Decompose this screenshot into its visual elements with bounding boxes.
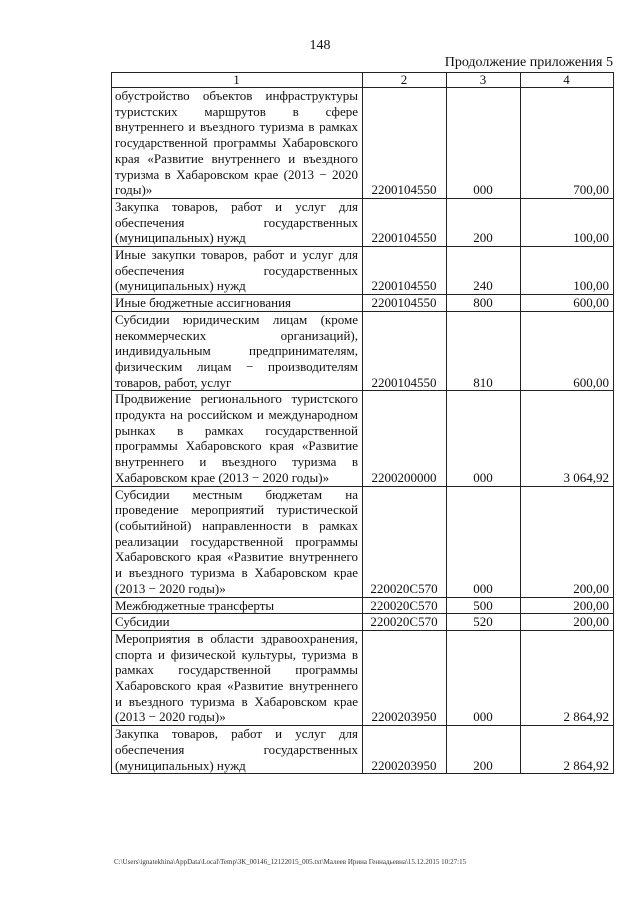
table-row <box>112 726 614 774</box>
row-name: Иные закупки товаров, работ и услуг для обеспечения государственных (муниципальных) нужд <box>112 247 363 295</box>
row-type: 520 <box>447 614 521 631</box>
row-code: 2200104550 <box>363 247 447 295</box>
row-amount: 3 064,92 <box>521 391 614 486</box>
page-number: 148 <box>309 38 331 53</box>
header-row <box>112 73 614 88</box>
row-type: 200 <box>447 726 521 774</box>
table-row <box>112 247 614 295</box>
row-amount: 200,00 <box>521 486 614 597</box>
header-cell: 3 <box>447 73 521 88</box>
row-code: 2200104550 <box>363 311 447 391</box>
row-amount: 600,00 <box>521 295 614 312</box>
row-type: 000 <box>447 630 521 725</box>
row-type: 200 <box>447 198 521 246</box>
row-amount: 700,00 <box>521 88 614 199</box>
row-name: Мероприятия в области здравоохранения, спорта и физической культуры, туризма в рамках государственной программы Хабаровского края «Развитие внутреннего и въездного туризма в Хабаровском крае (2013 − 2020 годы)» <box>112 630 363 725</box>
budget-table <box>111 72 614 774</box>
footer-file-path: C:\Users\ignatekhina\AppData\Local\Temp\ЗК_00146_12122015_005.txt\Малеев Ирина Геннадьевна\15.12.2015 10:27:15 <box>114 858 467 866</box>
header-cell: 4 <box>521 73 614 88</box>
header-cell: 1 <box>112 73 363 88</box>
table-row <box>112 88 614 199</box>
row-type: 000 <box>447 88 521 199</box>
row-code: 2200104550 <box>363 295 447 312</box>
row-code: 220020С570 <box>363 597 447 614</box>
table-row <box>112 198 614 246</box>
row-type: 800 <box>447 295 521 312</box>
row-type: 500 <box>447 597 521 614</box>
table-row <box>112 295 614 312</box>
row-name: Закупка товаров, работ и услуг для обеспечения государственных (муниципальных) нужд <box>112 726 363 774</box>
row-type: 000 <box>447 486 521 597</box>
row-name: Субсидии местным бюджетам на проведение мероприятий туристической (событийной) направленности в рамках реализации государственной программы Хабаровского края «Развитие внутреннего и въездного туризма в Хабаровском крае (2013 − 2020 годы)» <box>112 486 363 597</box>
row-type: 810 <box>447 311 521 391</box>
row-code: 2200203950 <box>363 630 447 725</box>
table-row <box>112 311 614 391</box>
row-name: Закупка товаров, работ и услуг для обеспечения государственных (муниципальных) нужд <box>112 198 363 246</box>
row-name: Субсидии <box>112 614 363 631</box>
row-code: 2200203950 <box>363 726 447 774</box>
row-type: 240 <box>447 247 521 295</box>
continuation-label: Продолжение приложения 5 <box>444 55 613 70</box>
row-amount: 200,00 <box>521 597 614 614</box>
table-row <box>112 597 614 614</box>
row-name: Межбюджетные трансферты <box>112 597 363 614</box>
table-row <box>112 614 614 631</box>
row-code: 220020С570 <box>363 486 447 597</box>
row-name: обустройство объектов инфраструктуры туристских маршрутов в сфере внутреннего и въездного туризма в рамках государственной программы Хабаровского края «Развитие внутреннего и въездного туризма в Хабаровском крае (2013 − 2020 годы)» <box>112 88 363 199</box>
row-amount: 200,00 <box>521 614 614 631</box>
row-amount: 100,00 <box>521 247 614 295</box>
table-row <box>112 630 614 725</box>
header-cell: 2 <box>363 73 447 88</box>
row-name: Продвижение регионального туристского продукта на российском и международном рынках в рамках государственной программы Хабаровского края «Развитие внутреннего и въездного туризма в Хабаровском крае (2013 − 2020 годы)» <box>112 391 363 486</box>
row-name: Иные бюджетные ассигнования <box>112 295 363 312</box>
row-amount: 2 864,92 <box>521 630 614 725</box>
row-code: 2200200000 <box>363 391 447 486</box>
row-name: Субсидии юридическим лицам (кроме некоммерческих организаций), индивидуальным предпринимателям, физическим лицам − производителям товаров, работ, услуг <box>112 311 363 391</box>
row-amount: 600,00 <box>521 311 614 391</box>
row-code: 220020С570 <box>363 614 447 631</box>
table-row <box>112 391 614 486</box>
row-amount: 100,00 <box>521 198 614 246</box>
table-row <box>112 486 614 597</box>
row-type: 000 <box>447 391 521 486</box>
row-amount: 2 864,92 <box>521 726 614 774</box>
row-code: 2200104550 <box>363 88 447 199</box>
row-code: 2200104550 <box>363 198 447 246</box>
